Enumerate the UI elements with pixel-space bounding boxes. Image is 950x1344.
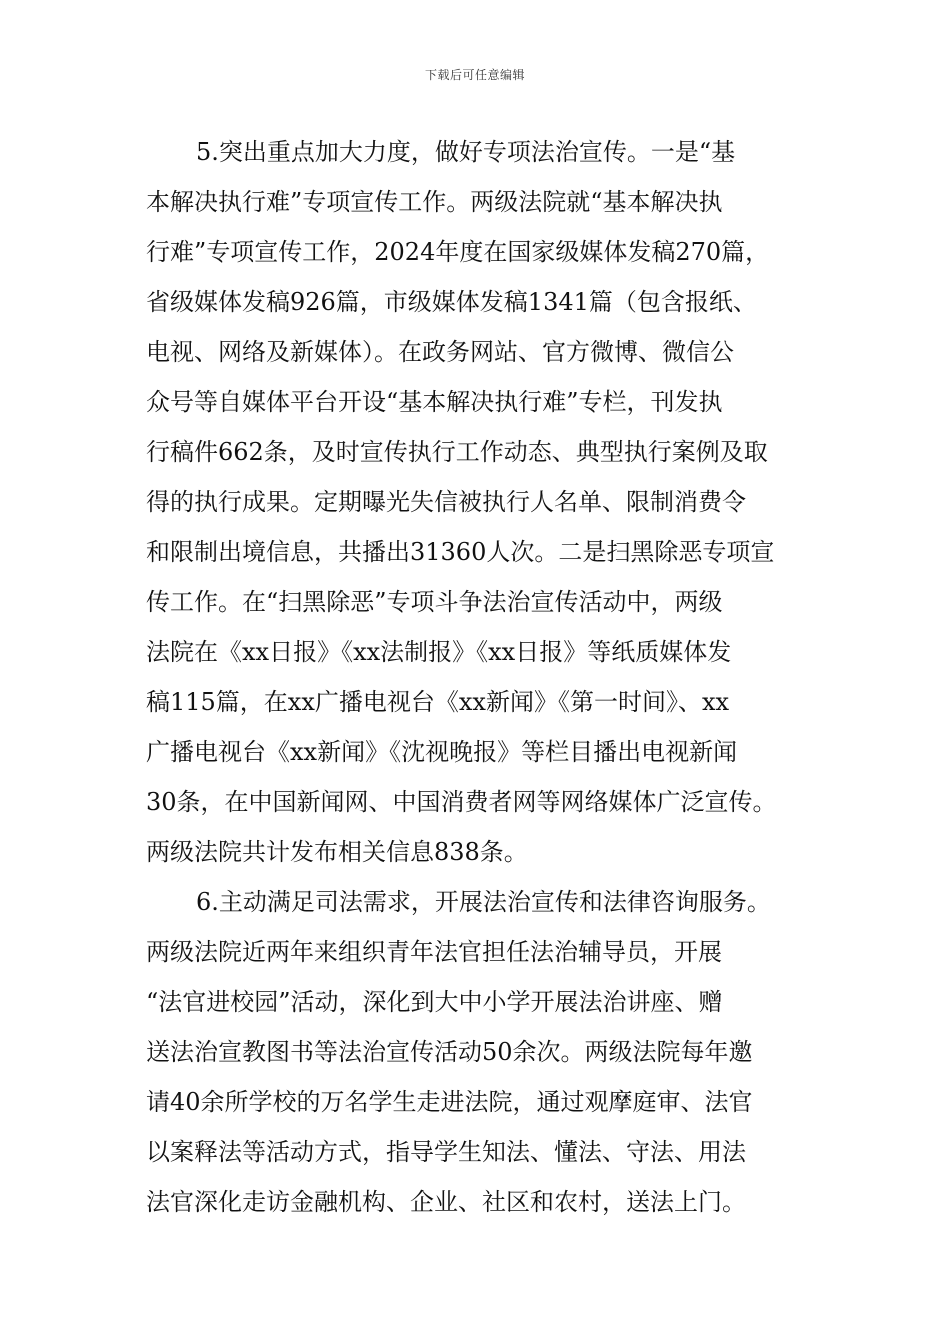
paragraph-1-line: 本解决执行难”专项宣传工作。两级法院就“基本解决执 <box>146 188 723 216</box>
paragraph-2-line: 以案释法等活动方式，指导学生知法、懂法、守法、用法 <box>146 1138 746 1166</box>
paragraph-2-line: 法官深化走访金融机构、企业、社区和农村，送法上门。 <box>146 1188 746 1216</box>
paragraph-1-line: 广播电视台《xx新闻》《沈视晚报》等栏目播出电视新闻 <box>146 738 738 766</box>
paragraph-2-line: 两级法院近两年来组织青年法官担任法治辅导员，开展 <box>146 938 722 966</box>
paragraph-1-line: 法院在《xx日报》《xx法制报》《xx日报》等纸质媒体发 <box>146 638 732 666</box>
paragraph-1-line: 两级法院共计发布相关信息838条。 <box>146 838 528 866</box>
paragraph-1-line: 省级媒体发稿926篇，市级媒体发稿1341篇（包含报纸、 <box>146 288 757 316</box>
paragraph-2-line: 6.主动满足司法需求，开展法治宣传和法律咨询服务。 <box>196 888 771 916</box>
paragraph-1-line: 和限制出境信息，共播出31360人次。二是扫黑除恶专项宣 <box>146 538 775 566</box>
paragraph-2-line: 送法治宣教图书等法治宣传活动50余次。两级法院每年邀 <box>146 1038 753 1066</box>
paragraph-1-line: 得的执行成果。定期曝光失信被执行人名单、限制消费令 <box>146 488 746 516</box>
paragraph-2-line: “法官进校园”活动，深化到大中小学开展法治讲座、赠 <box>146 988 723 1016</box>
paragraph-1-line: 电视、网络及新媒体）。在政务网站、官方微博、微信公 <box>146 338 734 366</box>
paragraph-1-line: 众号等自媒体平台开设“基本解决执行难”专栏，刊发执 <box>146 388 723 416</box>
paragraph-1-line: 稿115篇，在xx广播电视台《xx新闻》《第一时间》、xx <box>146 688 730 716</box>
paragraph-1-line: 行难”专项宣传工作，2024年度在国家级媒体发稿270篇， <box>146 238 770 266</box>
paragraph-1-line: 行稿件662条，及时宣传执行工作动态、典型执行案例及取 <box>146 438 768 466</box>
paragraph-1-line: 传工作。在“扫黑除恶”专项斗争法治宣传活动中，两级 <box>146 588 723 616</box>
paragraph-2-line: 请40余所学校的万名学生走进法院，通过观摩庭审、法官 <box>146 1088 753 1116</box>
paragraph-1-line: 30条，在中国新闻网、中国消费者网等网络媒体广泛宣传。 <box>146 788 777 816</box>
paragraph-1-line: 5.突出重点加大力度，做好专项法治宣传。一是“基 <box>196 138 736 166</box>
header-note: 下载后可任意编辑 <box>424 68 525 82</box>
